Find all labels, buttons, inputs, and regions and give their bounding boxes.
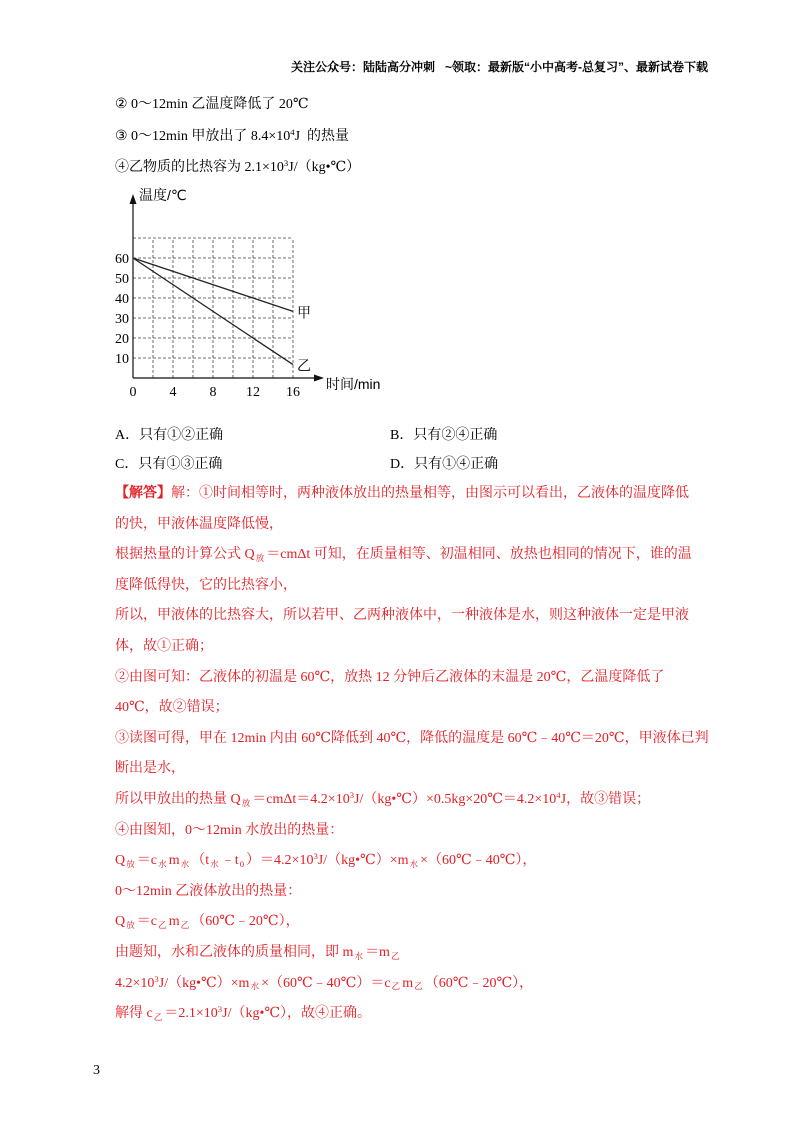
answer-line [115, 907, 715, 938]
answer-line [115, 724, 715, 755]
subscript: 乙 [390, 950, 400, 961]
y-tick-label: 40 [115, 292, 129, 307]
text-run: （60℃﹣20℃）， [191, 914, 300, 930]
text-run: ×（60℃﹣40℃）＝c [261, 975, 391, 991]
x-tick-label: 4 [169, 385, 177, 400]
chart-series [133, 258, 311, 375]
text-run: Q [115, 853, 126, 869]
x-tick-label: 8 [209, 385, 217, 400]
answer-line [115, 510, 715, 541]
answer-line [115, 571, 715, 602]
y-tick-label: 10 [115, 352, 129, 367]
y-axis-label: 温度/℃ [139, 187, 187, 203]
subscript: 水 [210, 858, 219, 869]
text-run: 4.2×10 [115, 975, 155, 991]
statement-3 [115, 127, 349, 147]
text-run: （60℃﹣20℃）， [424, 975, 534, 991]
x-axis-arrow [314, 375, 324, 382]
text-run: 由题知，水和乙液体的质量相同，即 m [115, 944, 354, 960]
text-run: ④乙物质的比热容为 2.1×10 [115, 160, 284, 175]
superscript: 4 [556, 789, 561, 800]
answer-line [115, 999, 715, 1030]
answer-line [115, 540, 715, 571]
x-tick-label: 0 [129, 385, 137, 400]
text-run: ＝cmΔt 可知，在质量相等、初温相同、放热也相同的情况下，谁的温 [266, 547, 692, 563]
text-run: J/（kg•℃） [288, 160, 361, 175]
subscript: 乙 [414, 981, 423, 992]
subscript: 水 [250, 981, 260, 992]
text-run: 的快，甲液体温度降低慢， [115, 516, 283, 532]
answer-line [115, 785, 715, 816]
text-run: ③ 0～12min 甲放出了 8.4×10 [115, 129, 291, 144]
header-notice: 关注公众号：陆陆高分冲刺 ~领取：最新版“小中高考-总复习”、最新试卷下载 [290, 60, 708, 74]
option-a: A．只有①②正确 [115, 428, 224, 443]
subscript: 乙 [180, 920, 190, 931]
answer-section [115, 479, 715, 1030]
subscript: 水 [180, 858, 190, 869]
x-tick-label: 16 [286, 385, 300, 400]
answer-label: 【解答】 [115, 486, 171, 501]
text-run: J/（kg•℃）×m [158, 975, 250, 991]
superscript: 3 [349, 789, 355, 800]
text-run: （t [191, 853, 210, 869]
text-run: ② 0～12min 乙温度降低了 20℃ [115, 97, 309, 112]
subscript: 放 [241, 797, 251, 808]
y-tick-label: 60 [115, 252, 129, 267]
answer-line [115, 663, 715, 694]
superscript: 3 [154, 973, 159, 984]
subscript: 水 [354, 950, 364, 961]
text-run: 断出是水， [115, 761, 185, 777]
answer-line [115, 969, 715, 1000]
series-label: 甲 [297, 306, 311, 322]
answer-line [115, 816, 715, 847]
option-d: D．只有①④正确 [390, 457, 499, 472]
text-run: m [402, 975, 414, 991]
y-tick-label: 20 [115, 332, 129, 347]
series-label: 乙 [297, 359, 311, 375]
subscript: 水 [409, 858, 419, 869]
superscript: 3 [283, 157, 289, 168]
option-b: B．只有②④正确 [390, 428, 498, 443]
superscript: 3 [217, 1003, 223, 1014]
text-run: 所以甲放出的热量 Q [115, 791, 241, 807]
text-run: ＝m [365, 944, 390, 960]
answer-line-text [171, 486, 689, 501]
text-run: m [168, 914, 180, 930]
text-run: ＝cmΔt＝4.2×10 [252, 791, 350, 807]
text-run: 度降低得快，它的比热容小， [115, 577, 297, 593]
y-axis-arrow [130, 194, 137, 204]
text-run: J，故③错误； [560, 791, 651, 807]
text-run: ＝c [136, 853, 158, 869]
subscript: 乙 [158, 920, 167, 931]
x-axis-label: 时间/min [326, 376, 381, 392]
text-run: J/（kg•℃），故④正确。 [222, 1006, 372, 1022]
series-line [133, 258, 293, 365]
text-run: ×（60℃﹣40℃）， [420, 853, 537, 869]
text-run: m [168, 853, 180, 869]
text-run: ﹣t [220, 853, 239, 869]
y-tick-label: 50 [115, 272, 129, 287]
text-run: ②由图可知：乙液体的初温是 60℃，放热 12 分钟后乙液体的末温是 20℃，乙温度降低了 [115, 669, 665, 685]
text-run: 解得 c [115, 1006, 153, 1022]
answer-line [115, 601, 715, 632]
superscript: 4 [290, 126, 295, 137]
chart-grid [133, 238, 293, 378]
temperature-time-chart [100, 185, 400, 400]
text-run: J/（kg•℃）×0.5kg×20℃＝4.2×10 [354, 791, 557, 807]
option-c: C．只有①③正确 [115, 457, 223, 472]
text-run: ＝c [136, 914, 158, 930]
answer-line [115, 846, 715, 877]
superscript: 3 [313, 850, 318, 861]
text-run: 所以，甲液体的比热容大，所以若甲、乙两种液体中，一种液体是水，则这种液体一定是甲液 [115, 608, 689, 624]
text-run: 体，故①正确； [115, 638, 213, 654]
subscript: 水 [158, 858, 167, 869]
text-run: 40℃，故②错误； [115, 700, 229, 716]
text-run: ④由图知，0～12min 水放出的热量： [115, 822, 344, 838]
answer-line [115, 479, 715, 510]
subscript: 放 [126, 858, 135, 869]
answer-line [115, 693, 715, 724]
statement-4 [115, 158, 360, 178]
y-tick-label: 30 [115, 312, 129, 327]
text-run: 根据热量的计算公式 Q [115, 547, 255, 563]
subscript: 乙 [391, 981, 401, 992]
subscript: 放 [255, 552, 265, 563]
subscript: 放 [126, 920, 135, 931]
text-run: 解：①时间相等时，两种液体放出的热量相等，由图示可以看出，乙液体的温度降低 [171, 486, 689, 501]
text-run: ＝2.1×10 [164, 1006, 218, 1022]
answer-line [115, 938, 715, 969]
answer-line [115, 754, 715, 785]
text-run: J/（kg•℃）×m [317, 853, 409, 869]
text-run: ）＝4.2×10 [246, 853, 314, 869]
text-run: ③读图可得，甲在 12min 内由 60℃降低到 40℃，降低的温度是 60℃﹣40℃＝20℃，甲液体已判 [115, 730, 709, 746]
text-run: Q [115, 914, 126, 930]
answer-line [115, 632, 715, 663]
subscript: 乙 [153, 1011, 163, 1022]
statement-2 [115, 95, 309, 115]
page-number: 3 [93, 1063, 100, 1078]
text-run: 0～12min 乙液体放出的热量： [115, 883, 302, 899]
x-tick-label: 12 [246, 385, 260, 400]
answer-line [115, 877, 715, 908]
text-run: J 的热量 [294, 129, 350, 144]
subscript: 0 [239, 858, 245, 869]
